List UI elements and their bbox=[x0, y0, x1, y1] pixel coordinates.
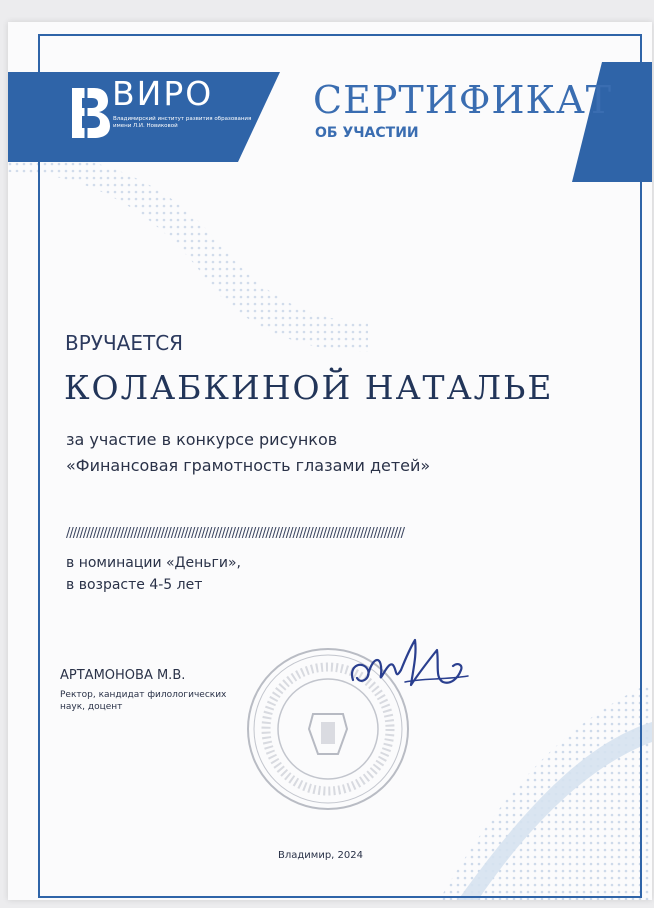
signer-name: АРТАМОНОВА М.В. bbox=[60, 668, 186, 683]
certificate-sheet bbox=[8, 22, 652, 900]
certificate-subtitle: ОБ УЧАСТИИ bbox=[315, 125, 419, 141]
viro-logo-icon bbox=[64, 84, 112, 140]
logo-name: ВИРО bbox=[112, 74, 214, 113]
nomination-line-1: в номинации «Деньги», bbox=[66, 555, 241, 571]
separator-line: //////////////////////////////////////////////////////////////////////////////////////////////////// bbox=[66, 526, 404, 541]
award-reason bbox=[66, 427, 430, 479]
recipient-name: КОЛАБКИНОЙ НАТАЛЬЕ bbox=[64, 368, 554, 407]
nomination-block bbox=[66, 552, 241, 596]
reason-line-2: «Финансовая грамотность глазами детей» bbox=[66, 456, 431, 475]
signer-role: Ректор, кандидат филологических наук, доцент bbox=[60, 690, 227, 712]
reason-line-1: за участие в конкурсе рисунков bbox=[66, 430, 338, 449]
logo-subtitle: Владимирский институт развития образования имени Л.И. Новиковой bbox=[113, 116, 252, 129]
nomination-line-2: в возрасте 4-5 лет bbox=[66, 577, 203, 593]
awarded-label: ВРУЧАЕТСЯ bbox=[65, 331, 184, 355]
certificate-title: СЕРТИФИКАТ bbox=[313, 78, 613, 122]
signature-icon bbox=[343, 630, 483, 705]
place-and-date: Владимир, 2024 bbox=[278, 850, 363, 861]
